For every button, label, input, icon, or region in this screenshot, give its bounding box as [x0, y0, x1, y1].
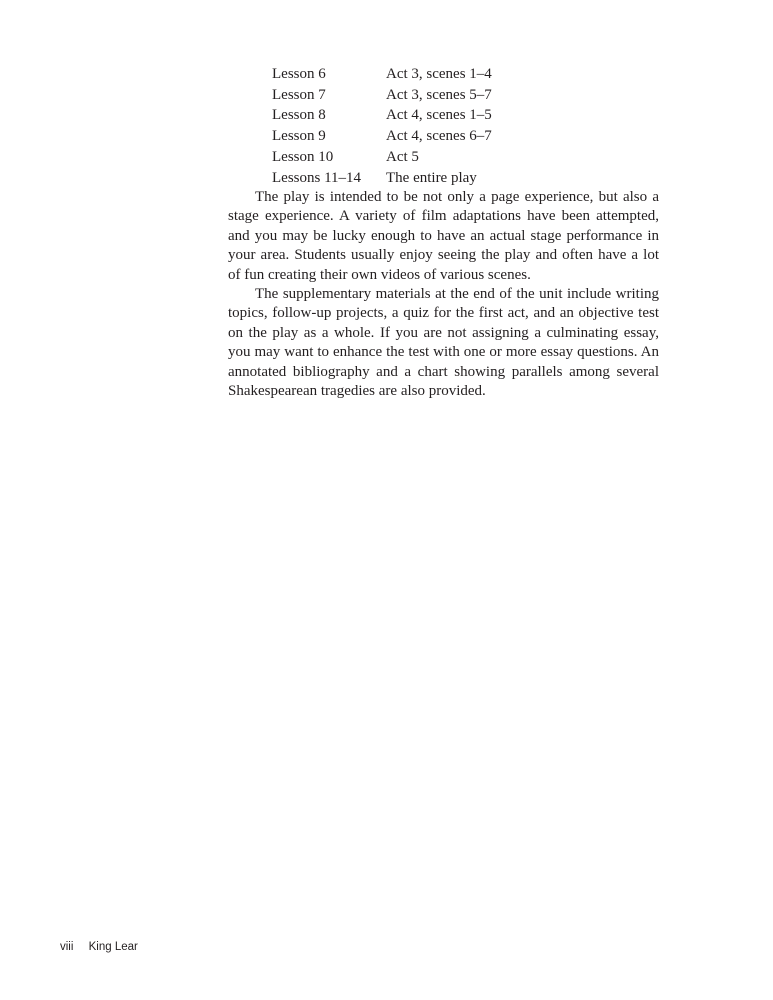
reading-assignment: Act 4, scenes 1–5: [386, 107, 492, 124]
schedule-row: [272, 105, 492, 126]
schedule-row: [272, 85, 492, 106]
paragraph-supplementary-materials: The supplementary materials at the end of the unit include writing topics, follow-up projects, a quiz for the first act, and an objective test on the play as a whole. If you are not assigning a culminating essay, you may want to enhance the test with one or more essay questions. An annotated bibliography and a chart showing parallels among several Shakespearean tragedies are also provided.: [228, 286, 659, 400]
lesson-schedule: [272, 64, 492, 188]
reading-assignment: Act 3, scenes 1–4: [386, 66, 492, 82]
lesson-label: Lesson 9: [272, 128, 326, 145]
paragraph-stage-experience: The play is intended to be not only a page experience, but also a stage experience. A variety of film adaptations have been attempted, and you may be lucky enough to have an actual stage performance in your area. Students usually enjoy seeing the play and often have a lot of fun creating their own videos of various scenes.: [228, 189, 659, 283]
page-number: viii: [60, 941, 74, 953]
schedule-row: [272, 168, 492, 189]
schedule-row: [272, 147, 492, 168]
schedule-row: [272, 126, 492, 147]
reading-assignment: Act 3, scenes 5–7: [386, 86, 492, 103]
schedule-row: [272, 64, 492, 85]
running-title: King Lear: [88, 941, 138, 953]
lesson-label: Lesson 6: [272, 66, 326, 82]
lesson-label: Lesson 8: [272, 107, 326, 124]
body-text: [228, 188, 659, 401]
lesson-label: Lessons 11–14: [272, 169, 362, 186]
reading-assignment: The entire play: [386, 169, 477, 186]
page-footer: [60, 941, 138, 953]
lesson-label: Lesson 7: [272, 86, 326, 103]
reading-assignment: Act 5: [386, 148, 419, 165]
reading-assignment: Act 4, scenes 6–7: [386, 128, 492, 145]
lesson-label: Lesson 10: [272, 148, 334, 165]
